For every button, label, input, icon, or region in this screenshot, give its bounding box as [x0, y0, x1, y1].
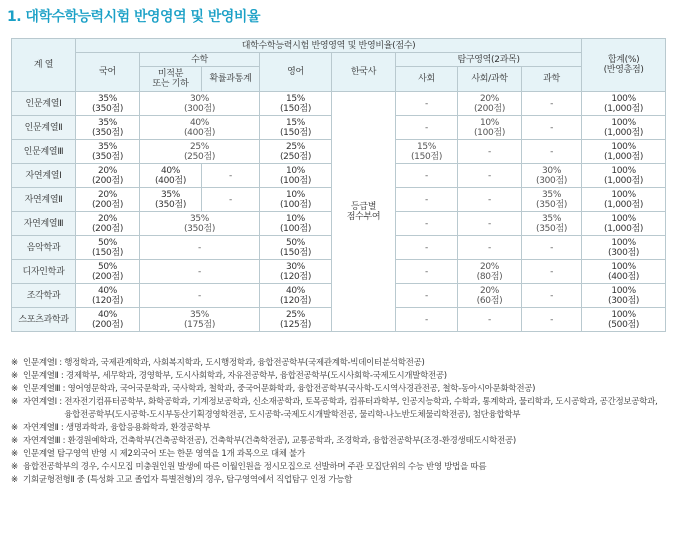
total-cell: 100% (300점)	[582, 284, 666, 308]
social-science-cell: -	[458, 212, 522, 236]
social-science-cell: -	[458, 164, 522, 188]
english-cell: 50% (150점)	[260, 236, 332, 260]
social-cell: -	[396, 260, 458, 284]
note-mark: ※	[11, 449, 18, 459]
korean-cell: 50% (150점)	[76, 236, 140, 260]
social-cell: -	[396, 212, 458, 236]
math-cell: 35% (350점)	[140, 212, 260, 236]
social-cell: -	[396, 164, 458, 188]
ratio-table	[11, 38, 666, 332]
science-cell: -	[522, 92, 582, 116]
total-cell: 100% (1,000점)	[582, 212, 666, 236]
header-english: 영어	[260, 53, 332, 92]
math-probability-cell: -	[202, 164, 260, 188]
note-item	[11, 461, 663, 474]
korean-cell: 20% (200점)	[76, 212, 140, 236]
social-cell: -	[396, 92, 458, 116]
note-text: 전자전기컴퓨터공학부, 화학공학과, 기계정보공학과, 신소재공학과, 토목공학과, 컴퓨터과학부, 인공지능학과, 수학과, 통계학과, 물리학과, 도시공학과, 공간정보공학과, 융합전공학부(도시공학-도시부동산기획경영학전공, 도시공학-국제도시개발학전공, 물리학-나노반도체물리학전공), 첨단융합학부	[64, 397, 658, 420]
note-label: 자연계열Ⅲ :	[23, 436, 68, 446]
science-cell: -	[522, 308, 582, 332]
math-cell: 25% (250점)	[140, 140, 260, 164]
note-mark: ※	[11, 475, 18, 485]
science-cell: -	[522, 260, 582, 284]
social-cell: -	[396, 308, 458, 332]
english-cell: 15% (150점)	[260, 92, 332, 116]
social-cell: -	[396, 236, 458, 260]
table-body	[12, 92, 666, 332]
track-name: 조각학과	[12, 284, 76, 308]
social-science-cell: 20% (200점)	[458, 92, 522, 116]
social-science-cell: -	[458, 188, 522, 212]
korean-cell: 50% (200점)	[76, 260, 140, 284]
note-text: 행정학과, 국제관계학과, 사회복지학과, 도시행정학과, 융합전공학부(국제관계학-빅데이터분석학전공)	[64, 358, 425, 368]
total-cell: 100% (1,000점)	[582, 188, 666, 212]
header-social: 사회	[396, 67, 458, 92]
total-cell: 100% (400점)	[582, 260, 666, 284]
social-science-cell: -	[458, 308, 522, 332]
total-cell: 100% (500점)	[582, 308, 666, 332]
math-cell: -	[140, 236, 260, 260]
note-mark: ※	[11, 384, 18, 394]
track-name: 인문계열Ⅱ	[12, 116, 76, 140]
note-text: 융합전공학부의 경우, 수시모집 미충원인원 발생에 따른 이월인원을 정시모집으로 선발하며 주관 모집단위의 수능 반영 방법을 따름	[23, 462, 487, 472]
science-cell: 35% (350점)	[522, 212, 582, 236]
korean-cell: 40% (120점)	[76, 284, 140, 308]
section-title: 1. 대학수학능력시험 반영영역 및 반영비율	[7, 9, 260, 25]
total-cell: 100% (300점)	[582, 236, 666, 260]
note-label: 인문계열Ⅰ :	[23, 358, 65, 368]
math-cell: -	[140, 284, 260, 308]
header-math: 수학	[140, 53, 260, 67]
total-cell: 100% (1,000점)	[582, 164, 666, 188]
track-name: 자연계열Ⅱ	[12, 188, 76, 212]
total-cell: 100% (1,000점)	[582, 116, 666, 140]
science-cell: 30% (300점)	[522, 164, 582, 188]
english-cell: 10% (100점)	[260, 164, 332, 188]
math-cell: 35% (175점)	[140, 308, 260, 332]
track-name: 인문계열Ⅰ	[12, 92, 76, 116]
note-mark: ※	[11, 436, 18, 446]
english-cell: 30% (120점)	[260, 260, 332, 284]
header-inquiry: 탐구영역(2과목)	[396, 53, 582, 67]
note-item	[11, 422, 663, 435]
header-korean: 국어	[76, 53, 140, 92]
note-label: 자연계열Ⅰ :	[23, 397, 65, 407]
track-name: 자연계열Ⅰ	[12, 164, 76, 188]
note-label: 인문계열Ⅱ :	[23, 371, 66, 381]
header-total: 합계(%) (반영총점)	[582, 39, 666, 92]
social-science-cell: 20% (80점)	[458, 260, 522, 284]
science-cell: -	[522, 140, 582, 164]
english-cell: 10% (100점)	[260, 212, 332, 236]
note-item	[11, 370, 663, 383]
science-cell: -	[522, 236, 582, 260]
social-cell: -	[396, 116, 458, 140]
header-history: 한국사	[332, 53, 396, 92]
header-super: 대학수학능력시험 반영영역 및 반영비율(점수)	[76, 39, 582, 53]
note-mark: ※	[11, 462, 18, 472]
math-calculus-cell: 35% (350점)	[140, 188, 202, 212]
note-item	[11, 474, 663, 487]
note-mark: ※	[11, 423, 18, 433]
social-science-cell: -	[458, 236, 522, 260]
header-track: 계 열	[12, 39, 76, 92]
note-text: 환경원예학과, 건축학부(건축공학전공), 건축학부(건축학전공), 교통공학과, 조경학과, 융합전공학부(조경-환경생태도시학전공)	[67, 436, 516, 446]
science-cell: -	[522, 284, 582, 308]
social-science-cell: 20% (60점)	[458, 284, 522, 308]
note-mark: ※	[11, 371, 18, 381]
note-item	[11, 383, 663, 396]
korean-cell: 35% (350점)	[76, 116, 140, 140]
header-math-probability: 확률과통계	[202, 67, 260, 92]
note-text: 생명과학과, 융합응용화학과, 환경공학부	[65, 423, 211, 433]
notes-list	[11, 357, 663, 487]
track-name: 스포츠과학과	[12, 308, 76, 332]
note-mark: ※	[11, 397, 18, 407]
math-cell: 30% (300점)	[140, 92, 260, 116]
english-cell: 25% (250점)	[260, 140, 332, 164]
korean-cell: 35% (350점)	[76, 140, 140, 164]
english-cell: 15% (150점)	[260, 116, 332, 140]
social-cell: -	[396, 284, 458, 308]
note-text: 경제학부, 세무학과, 경영학부, 도시사회학과, 자유전공학부, 융합전공학부(도시사회학-국제도시개발학전공)	[65, 371, 447, 381]
track-name: 음악학과	[12, 236, 76, 260]
korean-cell: 40% (200점)	[76, 308, 140, 332]
english-cell: 25% (125점)	[260, 308, 332, 332]
note-mark: ※	[11, 358, 18, 368]
korean-cell: 35% (350점)	[76, 92, 140, 116]
english-cell: 40% (120점)	[260, 284, 332, 308]
table-row	[12, 92, 666, 116]
header-math-calculus: 미적분 또는 기하	[140, 67, 202, 92]
math-cell: -	[140, 260, 260, 284]
header-social-science: 사회/과학	[458, 67, 522, 92]
note-item	[11, 435, 663, 448]
track-name: 인문계열Ⅲ	[12, 140, 76, 164]
header-science: 과학	[522, 67, 582, 92]
note-item	[11, 448, 663, 461]
note-text: 영어영문학과, 국어국문학과, 국사학과, 철학과, 중국어문화학과, 융합전공학부(국사학-도시역사경관전공, 철학-동아시아문화학전공)	[67, 384, 536, 394]
note-item	[11, 357, 663, 370]
science-cell: 35% (350점)	[522, 188, 582, 212]
english-cell: 10% (100점)	[260, 188, 332, 212]
math-cell: 40% (400점)	[140, 116, 260, 140]
social-cell: -	[396, 188, 458, 212]
history-cell: 등급별 점수부여	[332, 92, 396, 332]
social-cell: 15% (150점)	[396, 140, 458, 164]
science-cell: -	[522, 116, 582, 140]
note-label: 자연계열Ⅱ :	[23, 423, 66, 433]
math-probability-cell: -	[202, 188, 260, 212]
social-science-cell: -	[458, 140, 522, 164]
social-science-cell: 10% (100점)	[458, 116, 522, 140]
math-calculus-cell: 40% (400점)	[140, 164, 202, 188]
note-text: 인문계열 탐구영역 반영 시 제2외국어 또는 한문 영역을 1개 과목으로 대체 불가	[23, 449, 305, 459]
total-cell: 100% (1,000점)	[582, 140, 666, 164]
note-text: 기회균형전형Ⅱ 중 (특성화 고교 졸업자 특별전형)의 경우, 탐구영역에서 직업탐구 인정 가능함	[23, 475, 353, 485]
track-name: 자연계열Ⅲ	[12, 212, 76, 236]
korean-cell: 20% (200점)	[76, 164, 140, 188]
note-label: 인문계열Ⅲ :	[23, 384, 68, 394]
korean-cell: 20% (200점)	[76, 188, 140, 212]
note-item	[11, 396, 663, 422]
track-name: 디자인학과	[12, 260, 76, 284]
total-cell: 100% (1,000점)	[582, 92, 666, 116]
